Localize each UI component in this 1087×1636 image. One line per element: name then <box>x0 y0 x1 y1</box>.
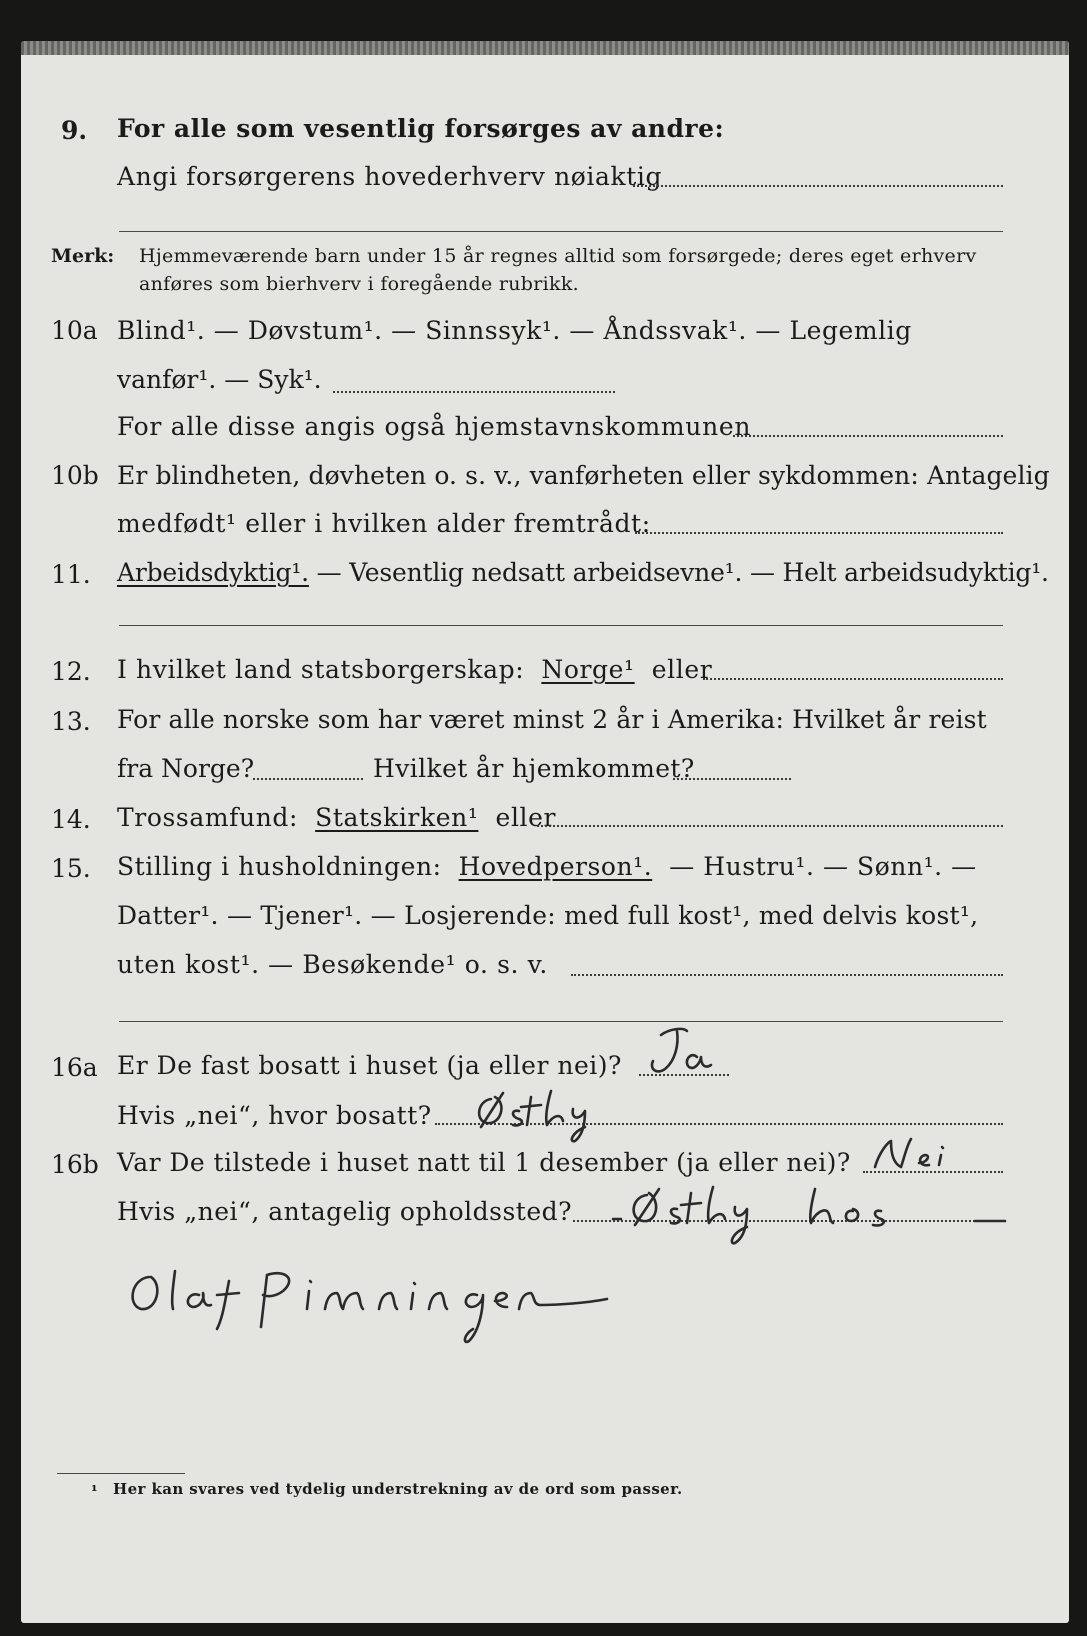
q16b-line1: Var De tilstede i huset natt til 1 desember (ja eller nei)? <box>117 1148 851 1177</box>
q9-number: 9. <box>61 116 88 145</box>
q13-reist-answer-line[interactable] <box>253 778 363 780</box>
q16b-answer2-handwriting <box>601 1179 921 1249</box>
q12-option-underlined[interactable]: Norge¹ <box>541 655 635 684</box>
merk-label: Merk: <box>51 245 115 267</box>
q14-option-underlined[interactable]: Statskirken¹ <box>315 803 479 832</box>
q11-option-underlined[interactable]: Arbeidsdyktig¹. <box>117 558 309 587</box>
q12-post: eller <box>651 655 713 684</box>
q11-line <box>117 558 1049 588</box>
q13-hjemkommet-answer-line[interactable] <box>673 778 791 780</box>
q10a-line3: For alle disse angis også hjemstavnskommunen <box>117 412 752 441</box>
q15-rule <box>119 1021 1003 1022</box>
q15-line3: uten kost¹. — Besøkende¹ o. s. v. <box>117 950 548 979</box>
q16a-answer1-handwriting <box>639 1021 729 1081</box>
q12-pre: I hvilket land statsborgerskap: <box>117 655 525 684</box>
q12-number: 12. <box>51 657 91 686</box>
q15-line2: Datter¹. — Tjener¹. — Losjerende: med full kost¹, med delvis kost¹, <box>117 901 979 930</box>
census-form-page <box>21 41 1069 1623</box>
q10b-line2: medfødt¹ eller i hvilken alder fremtrådt: <box>117 509 651 538</box>
q16b-answer1-handwriting <box>867 1133 977 1181</box>
q10a-number: 10a <box>51 316 98 345</box>
q10a-line1: Blind¹. — Døvstum¹. — Sinnssyk¹. — Åndssvak¹. — Legemlig <box>117 316 912 345</box>
q9-answer-line[interactable] <box>633 185 1003 187</box>
q12-answer-line[interactable] <box>703 678 1003 680</box>
q11-rest: — Vesentlig nedsatt arbeidsevne¹. — Helt arbeidsudyktig¹. <box>308 558 1049 587</box>
q9-line: Angi forsørgerens hovederhverv nøiaktig <box>117 162 663 191</box>
q13-line1: For alle norske som har været minst 2 år i Amerika: Hvilket år reist <box>117 705 987 734</box>
q16a-number: 16a <box>51 1053 98 1082</box>
footnote-text: Her kan svares ved tydelig understrekning av de ord som passer. <box>113 1480 683 1498</box>
merk-line2: anføres som bierhverv i foregående rubrikk. <box>139 273 579 295</box>
q15-answer-line[interactable] <box>571 974 1003 976</box>
q13-line2a: fra Norge? <box>117 754 255 783</box>
q15-number: 15. <box>51 854 91 883</box>
q14-post: eller <box>495 803 557 832</box>
q16b-line2: Hvis „nei“, antagelig opholdssted? <box>117 1197 573 1226</box>
q15-rest1: — Hustru¹. — Sønn¹. — <box>669 852 977 881</box>
q13-number: 13. <box>51 707 91 736</box>
q14-line <box>117 803 556 833</box>
q10a-line2: vanfør¹. — Syk¹. <box>117 365 322 394</box>
q15-option-underlined[interactable]: Hovedperson¹. <box>458 852 653 881</box>
q10b-line1: Er blindheten, døvheten o. s. v., vanførheten eller sykdommen: Antagelig <box>117 461 1050 490</box>
q14-number: 14. <box>51 805 91 834</box>
footnote-mark: ¹ <box>91 1482 98 1500</box>
q11-number: 11. <box>51 560 91 589</box>
q16a-line2: Hvis „nei“, hvor bosatt? <box>117 1101 432 1130</box>
q10b-answer-line[interactable] <box>635 532 1003 534</box>
q15-pre: Stilling i husholdningen: <box>117 852 442 881</box>
q10a-syk-answer-line[interactable] <box>333 391 615 393</box>
q16a-line1: Er De fast bosatt i huset (ja eller nei)? <box>117 1051 622 1080</box>
q10b-number: 10b <box>51 461 99 490</box>
q16a-answer2-handwriting <box>461 1083 641 1147</box>
q10a-answer-line[interactable] <box>733 435 1003 437</box>
q9-rule <box>119 231 1003 232</box>
q9-heading: For alle som vesentlig forsørges av andre: <box>117 114 725 143</box>
q14-answer-line[interactable] <box>537 825 1003 827</box>
q12-line <box>117 655 712 685</box>
q13-line2b: Hvilket år hjemkommet? <box>373 754 695 783</box>
q11-rule <box>119 625 1003 626</box>
scan-edge <box>21 41 1069 55</box>
merk-line1: Hjemmeværende barn under 15 år regnes alltid som forsørgede; deres eget erhverv <box>139 245 977 267</box>
q14-pre: Trossamfund: <box>117 803 299 832</box>
q15-line1 <box>117 852 977 882</box>
footnote-rule <box>57 1473 185 1474</box>
q16b-answer3-handwriting <box>117 1251 637 1351</box>
dash-mark-icon <box>971 1209 1011 1229</box>
q16b-number: 16b <box>51 1150 99 1179</box>
